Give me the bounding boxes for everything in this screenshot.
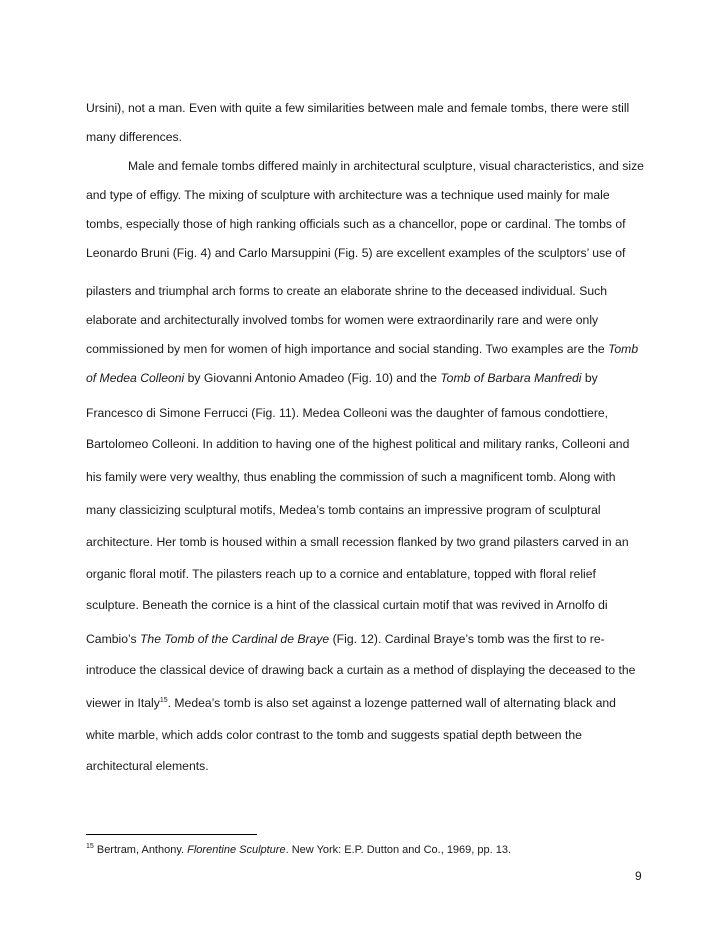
italic-title: Tomb [608,342,639,356]
text-run: Francesco di Simone Ferrucci (Fig. 11). Medea Colleoni was the daughter of famous condottiere, [86,406,609,420]
text-run: (Fig. 12). Cardinal Braye’s tomb was the first to re- [329,632,605,646]
body-line [86,245,625,261]
body-line [86,341,638,357]
body-line [86,631,605,647]
text-run: by [581,371,598,385]
body-line [86,129,182,145]
text-run: Ursini), not a man. Even with quite a few similarities between male and female tombs, there were still [86,101,630,115]
text-run: . Medea’s tomb is also set against a lozenge patterned wall of alternating black and [167,696,616,710]
italic-title: The Tomb of the Cardinal de Braye [139,632,330,646]
text-run: organic floral motif. The pilasters reach up to a cornice and entablature, topped with floral relief [86,567,596,581]
text-run: by Giovanni Antonio Amadeo (Fig. 10) and the [184,371,441,385]
body-line [86,695,616,711]
text-run: introduce the classical device of drawing back a curtain as a method of displaying the deceased to the [86,663,636,677]
text-run: and type of effigy. The mixing of sculpture with architecture was a technique used mainly for male [86,188,610,202]
text-run: many classicizing sculptural motifs, Medea’s tomb contains an impressive program of sculptural [86,503,601,517]
body-line [86,405,608,421]
body-line [86,566,596,582]
text-run: his family were very wealthy, thus enabling the commission of such a magnificent tomb. Along with [86,470,616,484]
body-line [86,502,601,518]
text-run: white marble, which adds color contrast to the tomb and suggests spatial depth between the [86,728,582,742]
body-line [86,758,209,774]
text-run: elaborate and architecturally involved tombs for women were extraordinarily rare and were only [86,313,599,327]
italic-title: of Medea Colleoni [86,371,185,385]
text-run: pilasters and triumphal arch forms to create an elaborate shrine to the deceased individual. Such [86,284,607,298]
body-line [86,597,608,613]
text-run: Male and female tombs differed mainly in architectural sculpture, visual characteristics, and size [128,159,644,173]
text-run: Leonardo Bruni (Fig. 4) and Carlo Marsuppini (Fig. 5) are excellent examples of the sculptors’ use of [86,246,626,260]
body-line [86,662,635,678]
body-line [86,312,598,328]
body-line [86,370,598,386]
body-line [86,187,610,203]
text-run: viewer in Italy [86,696,160,710]
body-line [86,100,629,116]
text-run: Cambio’s [86,632,140,646]
italic-title: Tomb of Barbara Manfredi [440,371,582,385]
text-run: many differences. [86,130,182,144]
text-run: sculpture. Beneath the cornice is a hint of the classical curtain motif that was revived in Arnolfo di [86,598,608,612]
text-run: commissioned by men for women of high importance and social standing. Two examples are the [86,342,609,356]
body-line [86,436,629,452]
text-run: tombs, especially those of high ranking officials such as a chancellor, pope or cardinal. The tombs of [86,217,626,231]
body-line [86,534,629,550]
superscript-note-ref: 15 [159,697,168,704]
footnote [86,843,511,857]
body-line [86,216,626,232]
footnote-separator [86,834,257,835]
text-run: architecture. Her tomb is housed within a small recession flanked by two grand pilasters carved in an [86,535,629,549]
body-line [86,727,582,743]
body-line [86,469,616,485]
text-run: Bartolomeo Colleoni. In addition to having one of the highest political and military ranks, Colleoni and [86,437,630,451]
superscript-note-ref: 15 [86,843,94,850]
page-number: 9 [635,869,642,883]
body-line [86,283,607,299]
text-run: . New York: E.P. Dutton and Co., 1969, pp. 13. [285,844,512,856]
text-run: Bertram, Anthony. [93,844,188,856]
italic-title: Florentine Sculpture [187,844,286,856]
text-run: architectural elements. [86,759,209,773]
paragraph-first-line [128,158,644,174]
